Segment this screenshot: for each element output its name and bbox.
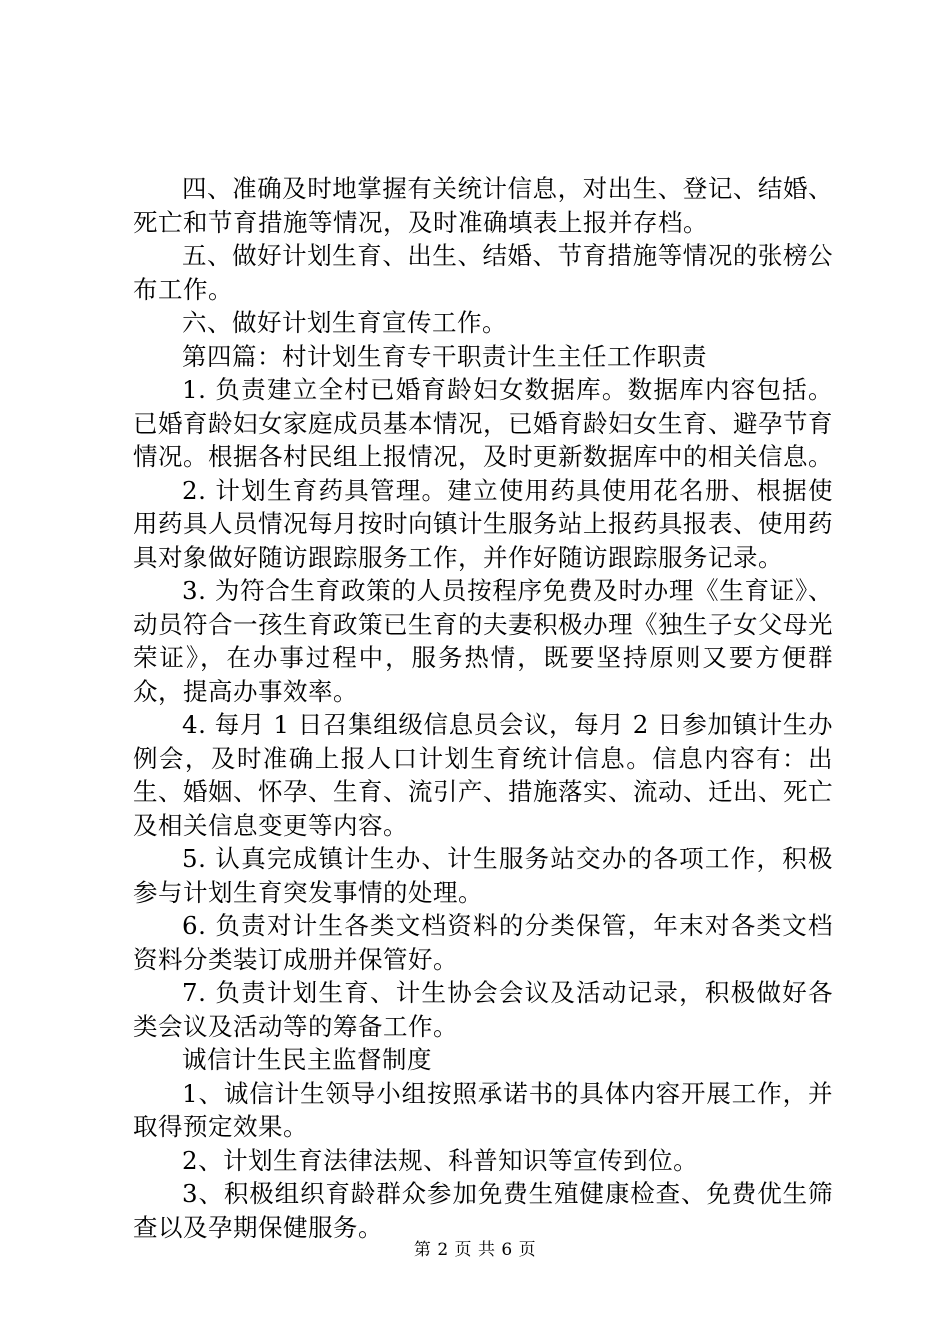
paragraph-item-4: 四、准确及时地掌握有关统计信息，对出生、登记、结婚、死亡和节育措施等情况，及时准确填表上报并存档。 [133,174,833,237]
document-body [133,172,833,1244]
paragraph-item-6: 六、做好计划生育宣传工作。 [182,308,507,337]
rule-item-2: 2、计划生育法律法规、科普知识等宣传到位。 [182,1145,699,1175]
paragraph-item-5: 五、做好计划生育、出生、结婚、节育措施等情况的张榜公布工作。 [133,241,833,304]
duty-item-6: 6. 负责对计生各类文档资料的分类保管，年末对各类文档资料分类装订成册并保管好。 [133,911,833,974]
duty-item-3: 3. 为符合生育政策的人员按程序免费及时办理《生育证》、动员符合一孩生育政策已生育的夫妻积极办理《独生子女父母光荣证》，在办事过程中，服务热情，既要坚持原则又要方便群众，提高办事效率。 [133,576,833,706]
duty-item-5: 5. 认真完成镇计生办、计生服务站交办的各项工作，积极参与计划生育突发事情的处理。 [133,844,833,907]
duty-item-7: 7. 负责计划生育、计生协会会议及活动记录，积极做好各类会议及活动等的筹备工作。 [133,978,833,1041]
section-heading: 第四篇：村计划生育专干职责计生主任工作职责 [182,341,707,371]
rule-item-1: 1、诚信计生领导小组按照承诺书的具体内容开展工作，并取得预定效果。 [133,1078,833,1141]
page-number-footer: 第 2 页 共 6 页 [413,1240,537,1260]
subsection-heading: 诚信计生民主监督制度 [182,1045,432,1074]
rule-item-3: 3、积极组织育龄群众参加免费生殖健康检查、免费优生筛查以及孕期保健服务。 [133,1179,833,1242]
duty-item-2: 2. 计划生育药具管理。建立使用药具使用花名册、根据使用药具人员情况每月按时向镇计生服务站上报药具报表、使用药具对象做好随访跟踪服务工作，并作好随访跟踪服务记录。 [133,475,833,572]
duty-item-1: 1. 负责建立全村已婚育龄妇女数据库。数据库内容包括。已婚育龄妇女家庭成员基本情况，已婚育龄妇女生育、避孕节育情况。根据各村民组上报情况，及时更新数据库中的相关信息。 [133,375,833,471]
duty-item-4: 4. 每月 1 日召集组级信息员会议，每月 2 日参加镇计生办例会，及时准确上报人口计划生育统计信息。信息内容有：出生、婚姻、怀孕、生育、流引产、措施落实、流动、迁出、死亡及相关信息变更等内容。 [133,710,833,840]
